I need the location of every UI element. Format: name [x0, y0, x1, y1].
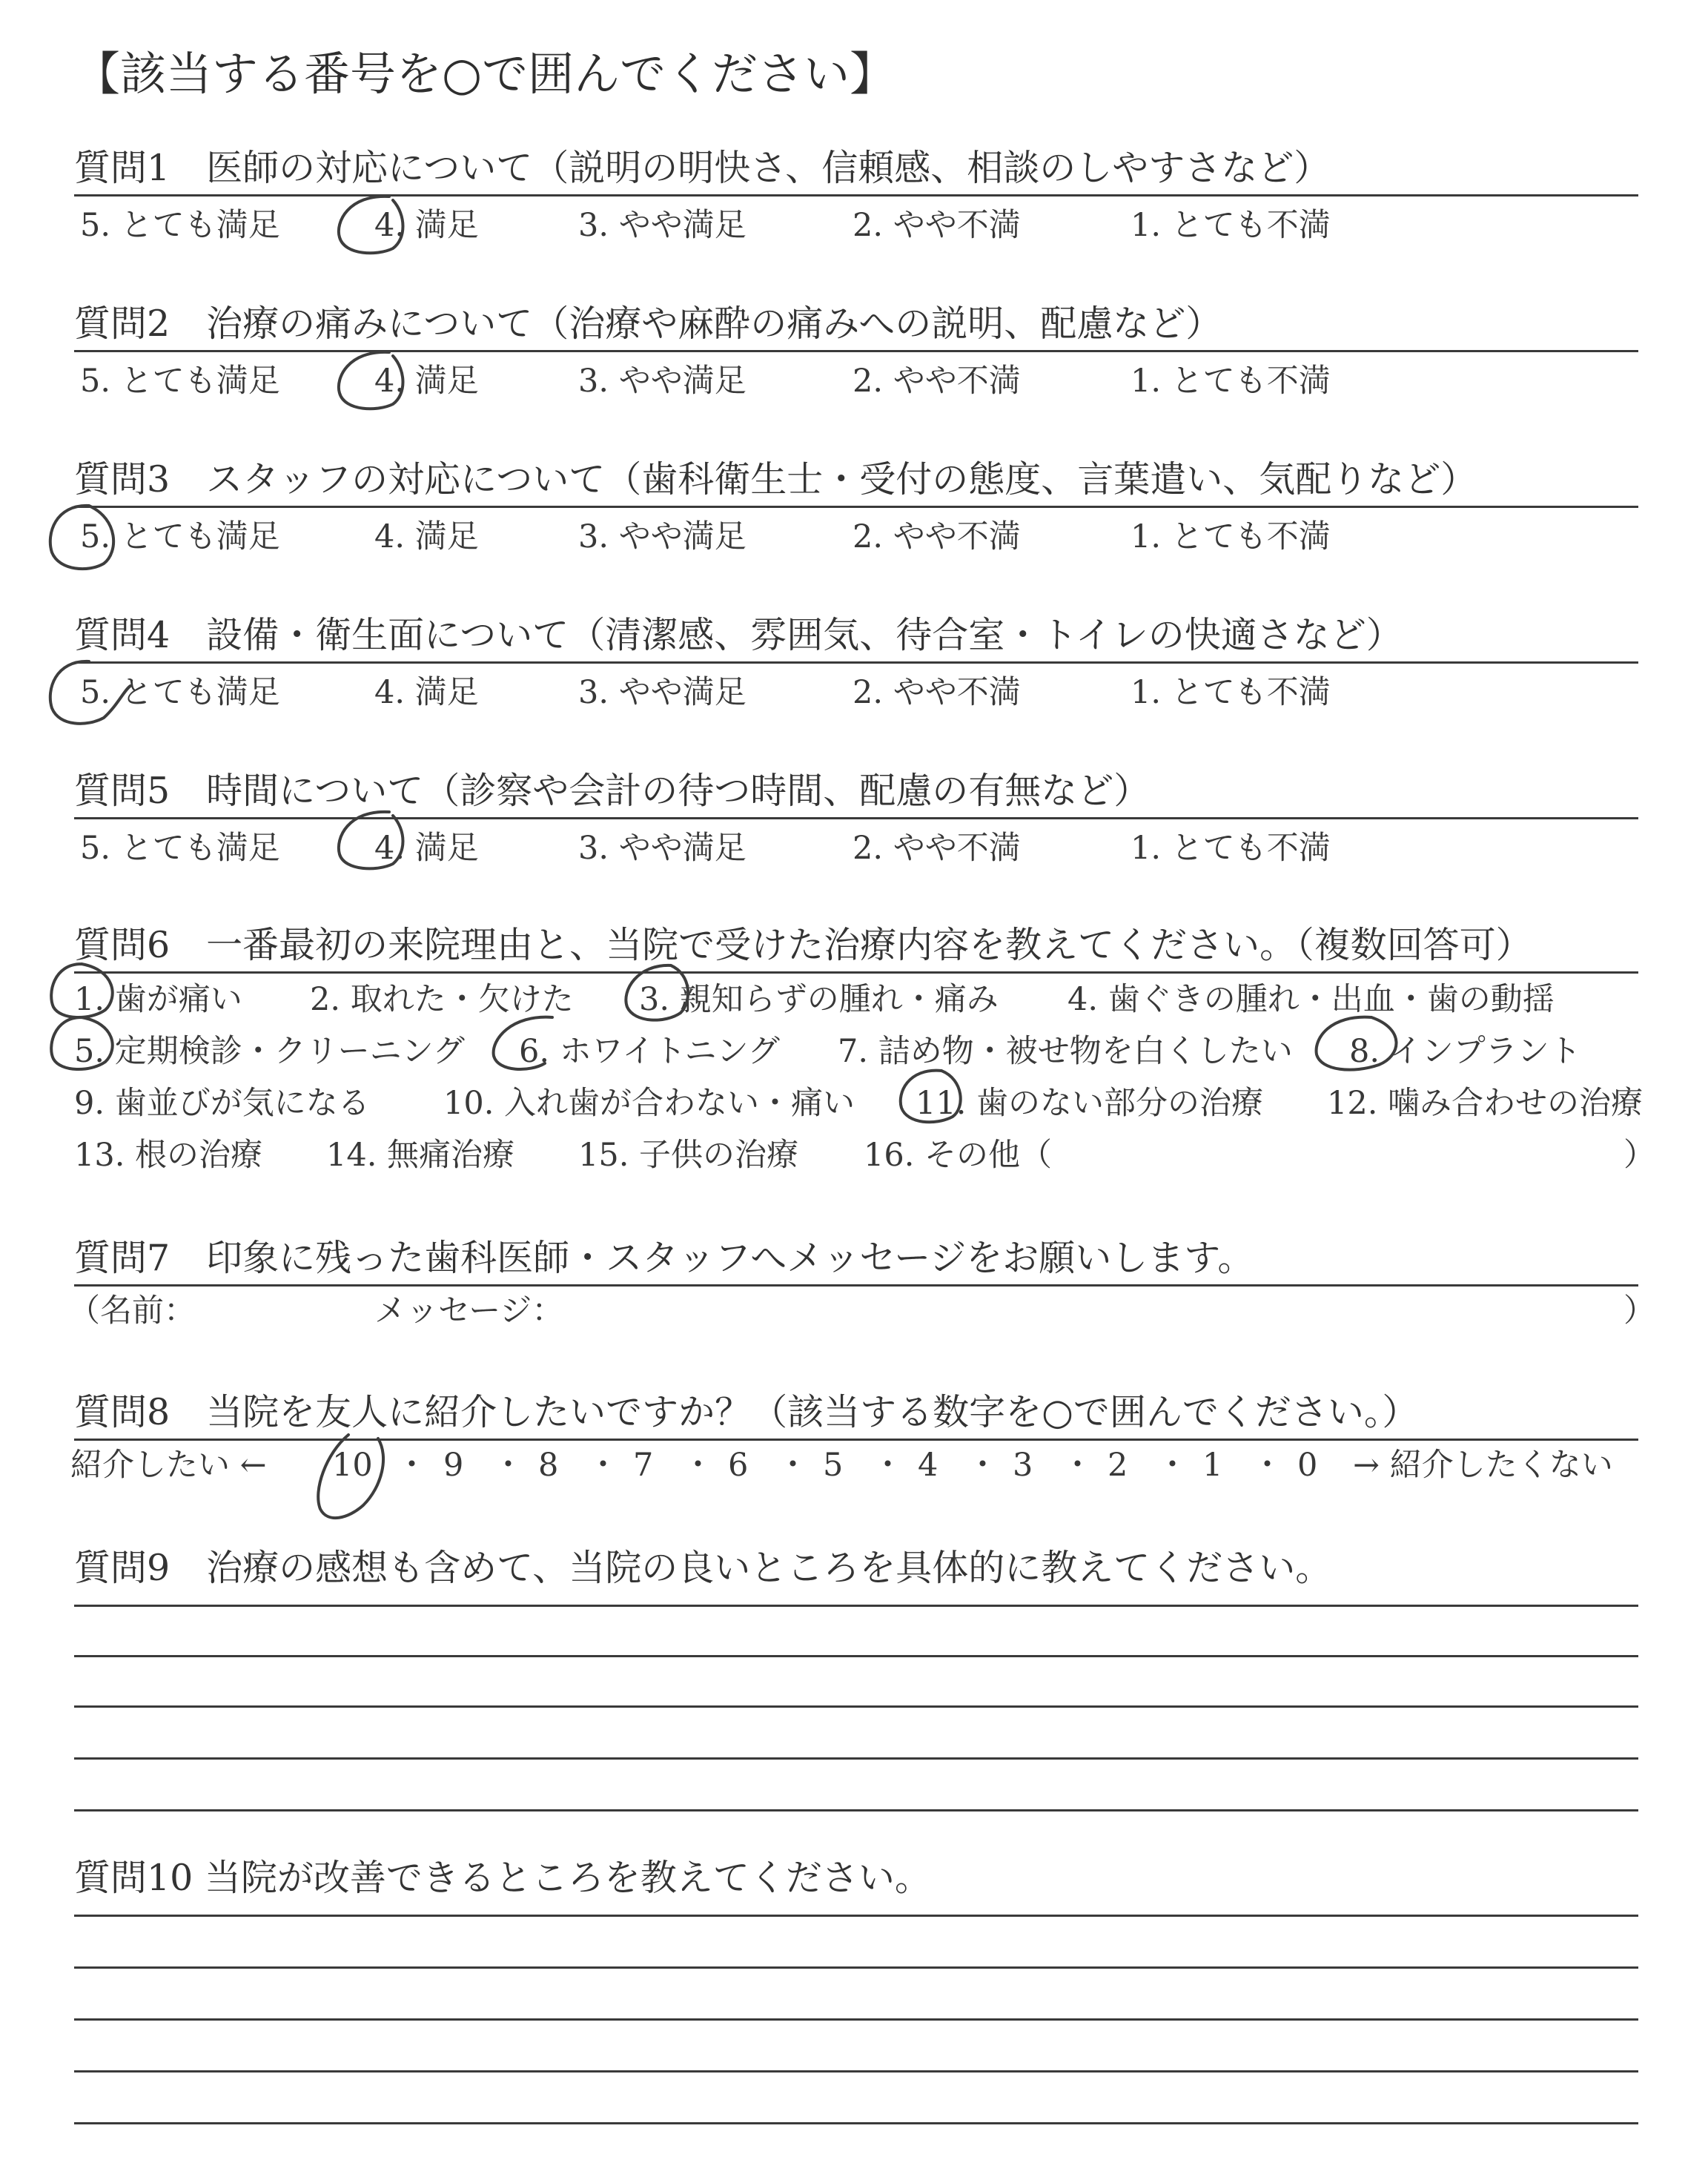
q8-sep: ・	[396, 1447, 428, 1484]
q8-sep: ・	[1062, 1447, 1093, 1484]
q3-option-1[interactable]: 1. とても不満	[1131, 518, 1331, 555]
question-3-title: 質問3 スタッフの対応について（歯科衛生士・受付の態度、言葉遣い、気配りなど）	[74, 458, 1477, 501]
q2-option-1[interactable]: 1. とても不満	[1131, 363, 1331, 400]
question-4-rule	[74, 661, 1638, 664]
q8-scale-9[interactable]: 9	[443, 1447, 464, 1484]
q8-scale-2[interactable]: 2	[1108, 1447, 1128, 1484]
q8-sep: ・	[872, 1447, 904, 1484]
q5-option-4[interactable]: 4. 満足	[374, 830, 479, 867]
q6-option-11[interactable]: 11. 歯のない部分の治療	[916, 1085, 1264, 1122]
q4-option-1[interactable]: 1. とても不満	[1131, 674, 1331, 711]
question-5-title: 質問5 時間について（診察や会計の待つ時間、配慮の有無など）	[74, 770, 1151, 812]
q6-option-1[interactable]: 1. 歯が痛い	[74, 981, 242, 1018]
q4-option-5[interactable]: 5. とても満足	[80, 674, 280, 711]
q6-option-8[interactable]: 8. インプラント	[1349, 1033, 1581, 1070]
writing-line	[74, 1809, 1638, 1811]
q8-right-label: → 紹介したくない	[1353, 1447, 1613, 1484]
q6-option-7[interactable]: 7. 詰め物・被せ物を白くしたい	[838, 1033, 1293, 1070]
writing-line	[74, 2070, 1638, 2073]
q1-option-5[interactable]: 5. とても満足	[80, 207, 280, 244]
question-2-rule	[74, 350, 1638, 352]
writing-line	[74, 1705, 1638, 1708]
q6-option-12[interactable]: 12. 噛み合わせの治療	[1327, 1085, 1644, 1122]
q6-option-14[interactable]: 14. 無痛治療	[326, 1137, 515, 1174]
question-9-title: 質問9 治療の感想も含めて、当院の良いところを具体的に教えてください。	[74, 1547, 1332, 1589]
question-2-title: 質問2 治療の痛みについて（治療や麻酔の痛みへの説明、配慮など）	[74, 303, 1222, 345]
q8-sep: ・	[1251, 1447, 1283, 1484]
writing-line	[74, 1757, 1638, 1760]
writing-line	[74, 2018, 1638, 2021]
writing-line	[74, 1966, 1638, 1969]
q5-option-3[interactable]: 3. やや満足	[578, 830, 747, 867]
q6-option-4[interactable]: 4. 歯ぐきの腫れ・出血・歯の動揺	[1068, 981, 1555, 1018]
q2-option-4[interactable]: 4. 満足	[374, 363, 479, 400]
q6-option-15[interactable]: 15. 子供の治療	[578, 1137, 799, 1174]
q8-scale-10[interactable]: 10	[332, 1447, 373, 1484]
q3-option-3[interactable]: 3. やや満足	[578, 518, 747, 555]
q2-option-5[interactable]: 5. とても満足	[80, 363, 280, 400]
q2-option-3[interactable]: 3. やや満足	[578, 363, 747, 400]
q8-sep: ・	[777, 1447, 809, 1484]
q8-scale-8[interactable]: 8	[538, 1447, 559, 1484]
question-1-rule	[74, 194, 1638, 196]
writing-line	[74, 1655, 1638, 1657]
q7-close-paren: ）	[1623, 1292, 1655, 1330]
question-7-title: 質問7 印象に残った歯科医師・スタッフへメッセージをお願いします。	[74, 1237, 1254, 1279]
q6-option-3[interactable]: 3. 親知らずの腫れ・痛み	[639, 981, 999, 1018]
page-instruction: 【該当する番号を○で囲んでください】	[74, 47, 896, 101]
question-7-rule	[74, 1284, 1638, 1287]
q7-message-label: メッセージ：	[374, 1292, 564, 1330]
q6-option-2[interactable]: 2. 取れた・欠けた	[310, 981, 574, 1018]
q8-scale-6[interactable]: 6	[728, 1447, 749, 1484]
question-10-title: 質問10 当院が改善できるところを教えてください。	[74, 1857, 931, 1899]
question-8-title: 質問8 当院を友人に紹介したいですか？（該当する数字を○で囲んでください。）	[74, 1391, 1419, 1433]
q4-option-4[interactable]: 4. 満足	[374, 674, 479, 711]
q5-option-5[interactable]: 5. とても満足	[80, 830, 280, 867]
writing-line	[74, 2122, 1638, 2124]
q8-scale-1[interactable]: 1	[1202, 1447, 1223, 1484]
q8-sep: ・	[492, 1447, 524, 1484]
question-4-title: 質問4 設備・衛生面について（清潔感、雰囲気、待合室・トイレの快適さなど）	[74, 614, 1403, 656]
q3-option-2[interactable]: 2. やや不満	[853, 518, 1021, 555]
q8-scale-5[interactable]: 5	[823, 1447, 844, 1484]
q6-option-13[interactable]: 13. 根の治療	[74, 1137, 263, 1174]
q5-option-2[interactable]: 2. やや不満	[853, 830, 1021, 867]
question-3-rule	[74, 506, 1638, 508]
q8-sep: ・	[1156, 1447, 1188, 1484]
q3-option-4[interactable]: 4. 満足	[374, 518, 479, 555]
q3-option-5[interactable]: 5. とても満足	[80, 518, 280, 555]
q1-option-2[interactable]: 2. やや不満	[853, 207, 1021, 244]
question-5-rule	[74, 817, 1638, 819]
q8-left-label: 紹介したい ←	[70, 1447, 267, 1484]
q6-option-9[interactable]: 9. 歯並びが気になる	[74, 1085, 370, 1122]
q8-scale-4[interactable]: 4	[918, 1447, 939, 1484]
q8-scale-0[interactable]: 0	[1297, 1447, 1318, 1484]
q6-option-16[interactable]: 16. その他（	[864, 1137, 1053, 1174]
question-6-title: 質問6 一番最初の来院理由と、当院で受けた治療内容を教えてください。（複数回答可）	[74, 924, 1532, 966]
q6-other-close-paren: ）	[1623, 1137, 1655, 1174]
q6-option-5[interactable]: 5. 定期検診・クリーニング	[74, 1033, 465, 1070]
question-1-title: 質問1 医師の対応について（説明の明快さ、信頼感、相談のしやすさなど）	[74, 147, 1331, 189]
question-8-rule	[74, 1439, 1638, 1441]
q1-option-3[interactable]: 3. やや満足	[578, 207, 747, 244]
q2-option-2[interactable]: 2. やや不満	[853, 363, 1021, 400]
q7-name-label: （名前：	[68, 1292, 196, 1330]
q8-sep: ・	[587, 1447, 619, 1484]
q1-option-1[interactable]: 1. とても不満	[1131, 207, 1331, 244]
q1-option-4[interactable]: 4. 満足	[374, 207, 479, 244]
q4-option-2[interactable]: 2. やや不満	[853, 674, 1021, 711]
q8-sep: ・	[967, 1447, 999, 1484]
q6-option-10[interactable]: 10. 入れ歯が合わない・痛い	[443, 1085, 855, 1122]
q8-scale-7[interactable]: 7	[633, 1447, 654, 1484]
writing-line	[74, 1915, 1638, 1917]
q6-option-6[interactable]: 6. ホワイトニング	[519, 1033, 780, 1070]
q5-option-1[interactable]: 1. とても不満	[1131, 830, 1331, 867]
q4-option-3[interactable]: 3. やや満足	[578, 674, 747, 711]
question-6-rule	[74, 971, 1638, 974]
writing-line	[74, 1605, 1638, 1607]
q8-scale-3[interactable]: 3	[1013, 1447, 1033, 1484]
q8-sep: ・	[682, 1447, 714, 1484]
